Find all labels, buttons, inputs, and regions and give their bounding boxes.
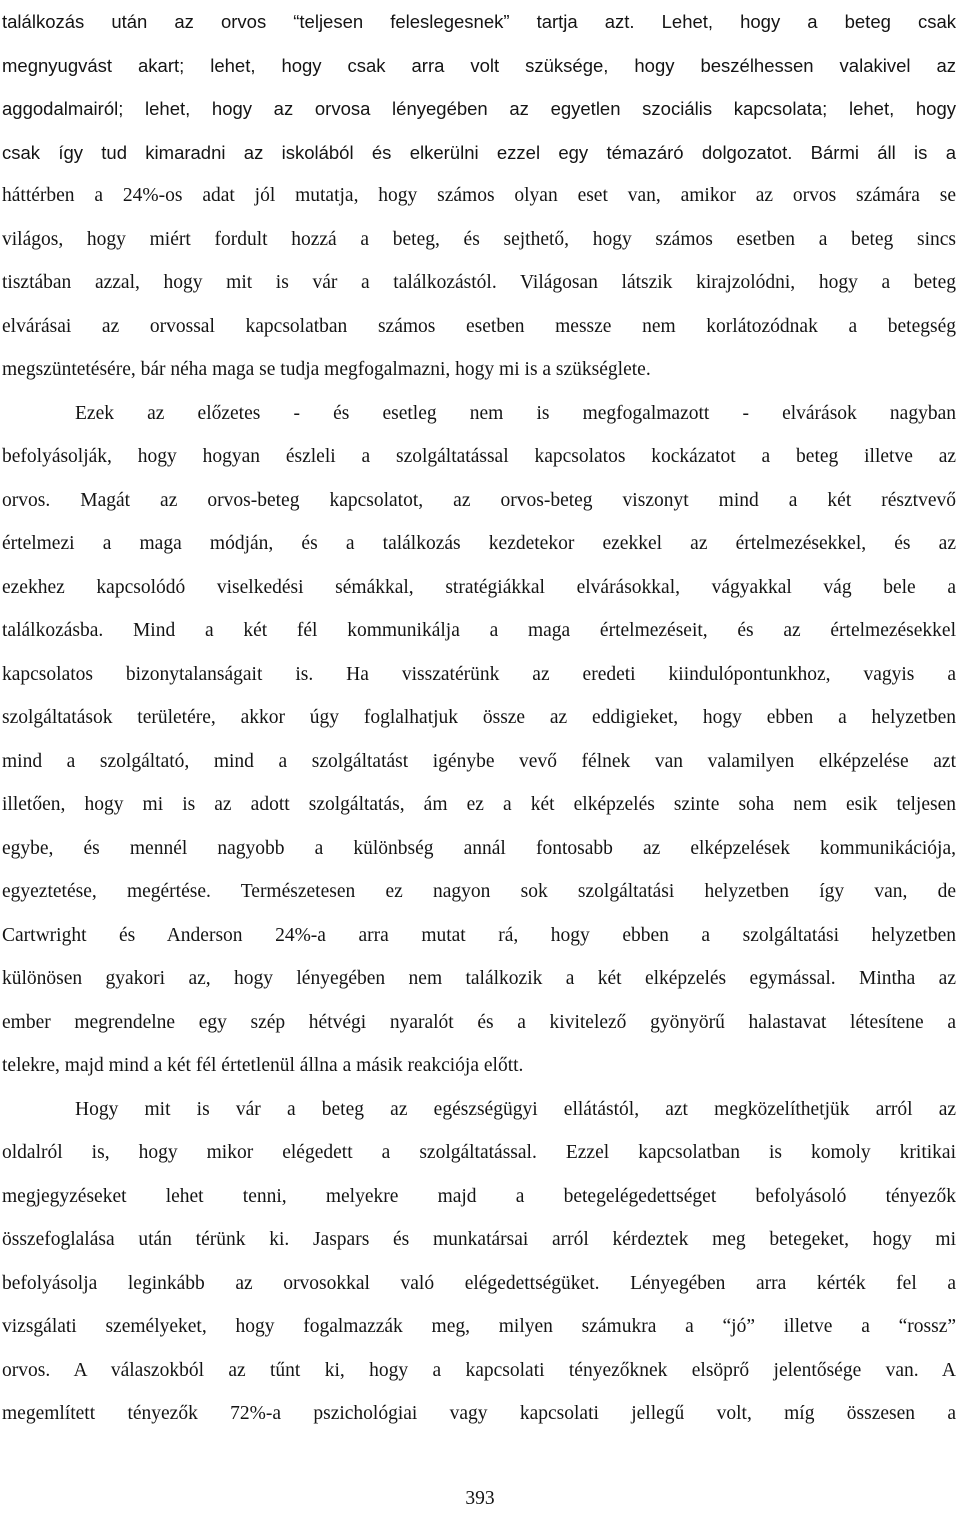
text-line: egyeztetése, megértése. Természetesen ez nagyon sok szolgáltatási helyzetben így van, de	[2, 881, 956, 902]
text-line: tisztában azzal, hogy mit is vár a találkozástól. Világosan látszik kirajzolódni, hogy a beteg	[2, 272, 956, 293]
text-line: mind a szolgáltató, mind a szolgáltatást igénybe vevő félnek van valamilyen elképzelése azt	[2, 750, 956, 772]
text-line: ezekhez kapcsolódó viselkedési sémákkal, stratégiákkal elvárásokkal, vágyakkal vág bele a	[2, 576, 956, 598]
text-line: különösen gyakori az, hogy lényegében nem találkozik a két elképzelés egymással. Mintha az	[2, 968, 956, 989]
text-line: megjegyzéseket lehet tenni, melyekre majd a betegelégedettséget befolyásoló tényezők	[2, 1185, 956, 1207]
paragraph-start-line: Ezek az előzetes - és esetleg nem is megfogalmazott - elvárások nagyban	[75, 402, 956, 424]
text-line: csak így tud kimaradni az iskolából és elkerülni ezzel egy témazáró dolgozatot. Bármi áll is a	[2, 141, 956, 163]
document-page	[2, 0, 956, 1436]
text-line: elvárásai az orvossal kapcsolatban számos esetben messze nem korlátozódnak a betegség	[2, 315, 956, 337]
text-line: Cartwright és Anderson 24%-a arra mutat rá, hogy ebben a szolgáltatási helyzetben	[2, 924, 956, 946]
text-line: értelmezi a maga módján, és a találkozás kezdetekor ezekkel az értelmezésekkel, és az	[2, 533, 956, 554]
text-line: aggodalmairól; lehet, hogy az orvosa lényegében az egyetlen szociális kapcsolata; lehet, hogy	[2, 98, 956, 119]
text-line: befolyásolják, hogy hogyan észleli a szolgáltatással kapcsolatos kockázatot a beteg illetve az	[2, 446, 956, 467]
text-line: orvos. A válaszokból az tűnt ki, hogy a kapcsolati tényezőknek elsöprő jelentősége van. A	[2, 1359, 956, 1381]
text-line: világos, hogy miért fordult hozzá a beteg, és sejthető, hogy számos esetben a beteg sincs	[2, 228, 956, 250]
text-line: megemlített tényezők 72%-a pszichológiai vagy kapcsolati jellegű volt, míg összesen a	[2, 1403, 956, 1424]
text-line: találkozás után az orvos “teljesen feleslegesnek” tartja azt. Lehet, hogy a beteg csak	[2, 11, 956, 32]
text-line: orvos. Magát az orvos-beteg kapcsolatot, az orvos-beteg viszonyt mind a két résztvevő	[2, 489, 956, 511]
text-line: ember megrendelne egy szép hétvégi nyaralót és a kivitelező gyönyörű halastavat létesítene a	[2, 1011, 956, 1033]
text-line: szolgáltatások területére, akkor úgy foglalhatjuk össze az eddigieket, hogy ebben a helyzetben	[2, 707, 956, 728]
text-line: kapcsolatos bizonytalanságait is. Ha visszatérünk az eredeti kiindulópontunkhoz, vagyis a	[2, 663, 956, 685]
paragraph-start-line: Hogy mit is vár a beteg az egészségügyi ellátástól, azt megközelíthetjük arról az	[75, 1098, 956, 1120]
text-line: befolyásolja leginkább az orvosokkal való elégedettségüket. Lényegében arra kérték fel a	[2, 1272, 956, 1294]
text-line: összefoglalása után térünk ki. Jaspars és munkatársai arról kérdeztek meg betegeket, hogy mi	[2, 1229, 956, 1250]
text-line: vizsgálati személyeket, hogy fogalmazzák meg, milyen számukra a “jó” illetve a “rossz”	[2, 1316, 956, 1337]
text-line: egybe, és mennél nagyobb a különbség annál fontosabb az elképzelések kommunikációja,	[2, 837, 956, 859]
text-line: megnyugvást akart; lehet, hogy csak arra volt szüksége, hogy beszélhessen valakivel az	[2, 54, 956, 76]
page-number: 393	[465, 1488, 495, 1509]
text-line: találkozásba. Mind a két fél kommunikálja a maga értelmezéseit, és az értelmezésekkel	[2, 620, 956, 641]
text-line: oldalról is, hogy mikor elégedett a szolgáltatással. Ezzel kapcsolatban is komoly kritikai	[2, 1142, 956, 1163]
text-line: telekre, majd mind a két fél értetlenül állna a másik reakciója előtt.	[2, 1055, 524, 1076]
text-line: megszüntetésére, bár néha maga se tudja megfogalmazni, hogy mi is a szükséglete.	[2, 359, 651, 380]
text-line: illetően, hogy mi is az adott szolgáltatás, ám ez a két elképzelés szinte soha nem esik teljesen	[2, 794, 956, 815]
text-line: háttérben a 24%-os adat jól mutatja, hogy számos olyan eset van, amikor az orvos számára se	[2, 185, 956, 206]
